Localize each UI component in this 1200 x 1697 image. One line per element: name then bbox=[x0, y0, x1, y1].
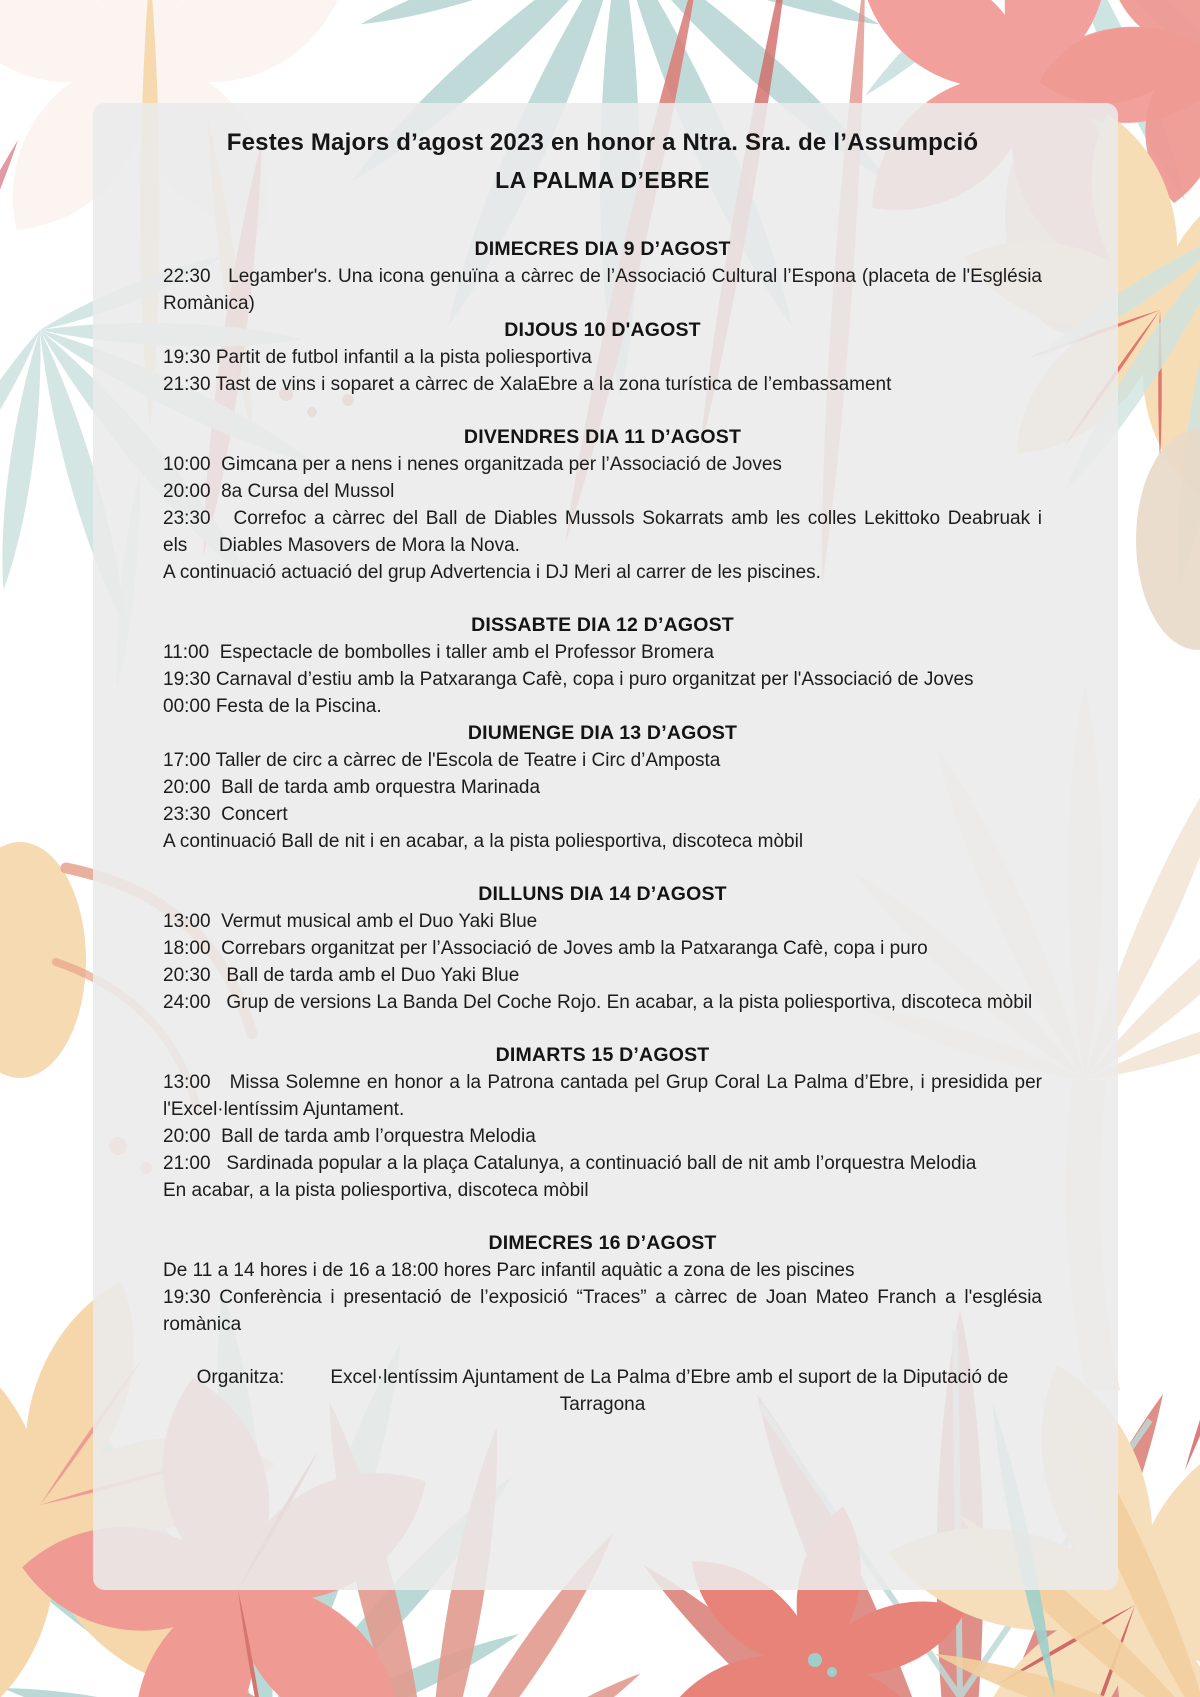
day-section-dilluns-14 bbox=[163, 881, 1042, 1016]
event-line: 19:30 Carnaval d’estiu amb la Patxaranga Cafè, copa i puro organitzat per l'Associació de Joves bbox=[163, 669, 974, 690]
event-line: 18:00 Correbars organitzat per l’Associació de Joves amb la Patxaranga Cafè, copa i puro bbox=[163, 938, 928, 959]
event-line: 20:00 Ball de tarda amb l’orquestra Melodia bbox=[163, 1126, 536, 1147]
day-section-dissabte-12 bbox=[163, 612, 1042, 720]
organizer-text: Excel·lentíssim Ajuntament de La Palma d’Ebre amb el suport de la Diputació de Tarragona bbox=[330, 1367, 1009, 1415]
day-heading: DIMECRES 16 D’AGOST bbox=[488, 1232, 717, 1254]
event-line: 10:00 Gimcana per a nens i nenes organitzada per l’Associació de Joves bbox=[163, 454, 782, 475]
day-section-dimecres-9 bbox=[163, 236, 1042, 317]
event-line: 17:00 Taller de circ a càrrec de l'Escola de Teatre i Circ d’Amposta bbox=[163, 750, 721, 771]
event-line: 19:30 Conferència i presentació de l’exposició “Traces” a càrrec de Joan Mateo Franch a l'església romànica bbox=[163, 1287, 1042, 1335]
event-line: 23:30 Concert bbox=[163, 804, 288, 825]
event-line: 19:30 Partit de futbol infantil a la pista poliesportiva bbox=[163, 347, 592, 368]
day-heading: DIUMENGE DIA 13 D’AGOST bbox=[467, 722, 738, 744]
event-line: 21:30 Tast de vins i soparet a càrrec de XalaEbre a la zona turística de l’embassament bbox=[163, 374, 892, 395]
day-heading: DIMECRES DIA 9 D’AGOST bbox=[474, 238, 731, 260]
organizer-line bbox=[163, 1364, 1042, 1418]
event-line: 00:00 Festa de la Piscina. bbox=[163, 696, 382, 717]
day-heading: DIJOUS 10 D'AGOST bbox=[504, 319, 701, 341]
event-line: En acabar, a la pista poliesportiva, discoteca mòbil bbox=[163, 1180, 589, 1201]
event-line: 24:00 Grup de versions La Banda Del Coche Rojo. En acabar, a la pista poliesportiva, discoteca mòbil bbox=[163, 992, 1033, 1013]
event-line: 20:00 8a Cursa del Mussol bbox=[163, 481, 395, 502]
program-panel bbox=[93, 103, 1118, 1590]
day-section-dimecres-16 bbox=[163, 1230, 1042, 1338]
event-line: 22:30 Legamber's. Una icona genuïna a càrrec de l’Associació Cultural l’Espona (placeta de l'Església Romànica) bbox=[163, 266, 1042, 314]
day-heading: DIVENDRES DIA 11 D’AGOST bbox=[463, 426, 742, 448]
event-line: 20:30 Ball de tarda amb el Duo Yaki Blue bbox=[163, 965, 520, 986]
event-line: 11:00 Espectacle de bombolles i taller amb el Professor Bromera bbox=[163, 642, 714, 663]
event-line: 13:00 Missa Solemne en honor a la Patrona cantada pel Grup Coral La Palma d’Ebre, i presidida per l'Excel·lentíssim Ajuntament. bbox=[163, 1072, 1042, 1120]
page-title: Festes Majors d’agost 2023 en honor a Ntra. Sra. de l’Assumpció bbox=[226, 129, 979, 156]
day-section-dimarts-15 bbox=[163, 1042, 1042, 1204]
day-section-diumenge-13 bbox=[163, 720, 1042, 855]
event-line: 13:00 Vermut musical amb el Duo Yaki Blue bbox=[163, 911, 538, 932]
event-line: A continuació actuació del grup Advertencia i DJ Meri al carrer de les piscines. bbox=[163, 562, 821, 583]
page-subtitle: LA PALMA D’EBRE bbox=[495, 167, 710, 193]
day-section-dijous-10 bbox=[163, 317, 1042, 398]
event-line: A continuació Ball de nit i en acabar, a la pista poliesportiva, discoteca mòbil bbox=[163, 831, 804, 852]
event-line: 20:00 Ball de tarda amb orquestra Marinada bbox=[163, 777, 541, 798]
event-line: 21:00 Sardinada popular a la plaça Catalunya, a continuació ball de nit amb l’orquestra Melodia bbox=[163, 1153, 977, 1174]
day-heading: DILLUNS DIA 14 D’AGOST bbox=[478, 883, 727, 905]
organizer-label: Organitza: bbox=[196, 1367, 285, 1388]
day-heading: DISSABTE DIA 12 D’AGOST bbox=[471, 614, 734, 636]
day-section-divendres-11 bbox=[163, 424, 1042, 586]
event-line: 23:30 Correfoc a càrrec del Ball de Diables Mussols Sokarrats amb les colles Lekittoko Deabruak i els Diables Masovers de Mora la Nova. bbox=[163, 508, 1042, 556]
event-line: De 11 a 14 hores i de 16 a 18:00 hores Parc infantil aquàtic a zona de les piscines bbox=[163, 1260, 855, 1281]
day-heading: DIMARTS 15 D’AGOST bbox=[495, 1044, 710, 1066]
